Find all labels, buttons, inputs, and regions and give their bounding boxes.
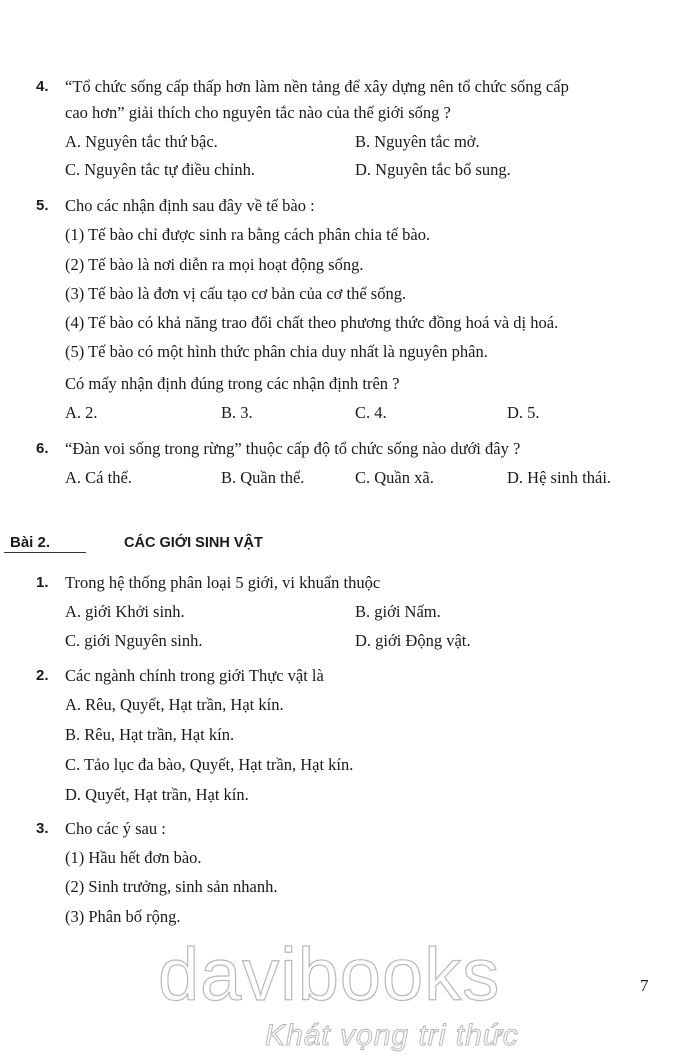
question-6-stem: “Đàn voi sống trong rừng” thuộc cấp độ tổ chức sống nào dưới đây ? [65,439,521,458]
lesson2-question-1-option-d: D. giới Động vật. [355,631,471,650]
question-4-stem-line2: cao hơn” giải thích cho nguyên tắc nào của thế giới sống ? [65,103,451,122]
question-5-option-d: D. 5. [507,403,540,422]
watermark-brand: davibooks [158,933,501,1016]
question-5-statement-2: (2) Tế bào là nơi diễn ra mọi hoạt động sống. [65,255,364,274]
question-5-number: 5. [36,197,49,214]
question-5-option-a: A. 2. [65,403,98,422]
lesson2-question-2-option-b: B. Rêu, Hạt trần, Hạt kín. [65,725,235,744]
lesson2-question-1-option-b: B. giới Nấm. [355,602,441,621]
question-6-option-d: D. Hệ sinh thái. [507,468,612,487]
question-5-statement-5: (5) Tế bào có một hình thức phân chia duy nhất là nguyên phân. [65,342,488,361]
question-5-stem: Cho các nhận định sau đây về tế bào : [65,196,315,215]
question-4-option-c: C. Nguyên tắc tự điều chỉnh. [65,160,255,179]
lesson2-question-2-stem: Các ngành chính trong giới Thực vật là [65,666,324,685]
question-4-number: 4. [36,78,49,95]
lesson2-question-3-item-2: (2) Sinh trưởng, sinh sản nhanh. [65,877,278,896]
lesson2-question-1-option-c: C. giới Nguyên sinh. [65,631,203,650]
question-4-option-b: B. Nguyên tắc mở. [355,132,480,151]
question-5-option-c: C. 4. [355,403,387,422]
lesson2-question-2-option-a: A. Rêu, Quyết, Hạt trần, Hạt kín. [65,695,284,714]
lesson2-question-3-item-3: (3) Phân bố rộng. [65,907,181,926]
lesson2-question-2-option-d: D. Quyết, Hạt trần, Hạt kín. [65,785,249,804]
question-5-statement-1: (1) Tế bào chỉ được sinh ra bằng cách phân chia tế bào. [65,225,431,244]
question-4-option-a: A. Nguyên tắc thứ bậc. [65,132,218,151]
page-number: 7 [640,976,649,995]
question-5-statement-3: (3) Tế bào là đơn vị cấu tạo cơ bản của cơ thể sống. [65,284,407,303]
lesson-underline [4,552,86,553]
lesson2-question-3-item-1: (1) Hầu hết đơn bào. [65,848,202,867]
watermark-slogan: Khát vọng tri thức [265,1019,519,1052]
question-6-number: 6. [36,440,49,457]
question-5-statement-4: (4) Tế bào có khả năng trao đổi chất theo phương thức đồng hoá và dị hoá. [65,313,559,332]
question-4-stem-line1: “Tổ chức sống cấp thấp hơn làm nền tảng để xây dựng nên tổ chức sống cấp [65,77,569,96]
lesson2-question-1-number: 1. [36,574,49,591]
lesson2-question-3-stem: Cho các ý sau : [65,819,166,838]
lesson2-question-1-option-a: A. giới Khởi sinh. [65,602,185,621]
question-6-option-b: B. Quần thể. [221,468,305,487]
lesson2-question-2-number: 2. [36,667,49,684]
question-6-option-a: A. Cá thể. [65,468,132,487]
question-5-option-b: B. 3. [221,403,253,422]
question-4-option-d: D. Nguyên tắc bổ sung. [355,160,511,179]
lesson-title: CÁC GIỚI SINH VẬT [124,535,263,551]
lesson-label: Bài 2. [10,534,51,551]
question-6-option-c: C. Quần xã. [355,468,434,487]
question-5-question: Có mấy nhận định đúng trong các nhận định trên ? [65,374,400,393]
lesson2-question-3-number: 3. [36,820,49,837]
lesson2-question-1-stem: Trong hệ thống phân loại 5 giới, vi khuẩn thuộc [65,573,381,592]
lesson2-question-2-option-c: C. Tảo lục đa bào, Quyết, Hạt trần, Hạt kín. [65,755,354,774]
